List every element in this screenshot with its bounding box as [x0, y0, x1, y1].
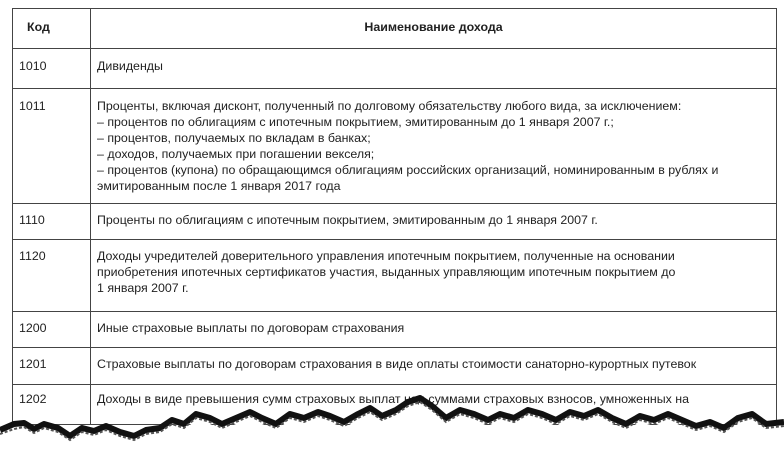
- code-column-header: Код: [13, 9, 91, 49]
- income-code-cell: 1010: [13, 49, 91, 89]
- income-name-column-header: Наименование дохода: [91, 9, 777, 49]
- table-row: [13, 348, 777, 385]
- torn-paper-edge: [0, 390, 784, 461]
- income-name-line: Доходы в виде превышения сумм страховых выплат над суммами страховых взносов, умноженных на: [97, 392, 690, 406]
- income-name-line: Проценты, включая дисконт, полученный по долговому обязательству любого вида, за исключением:: [97, 99, 682, 113]
- table-row: [13, 312, 777, 348]
- income-name-line: – процентов, получаемых по вкладам в банках;: [97, 131, 371, 145]
- income-codes-table: [12, 8, 777, 425]
- table-row: [13, 89, 777, 204]
- income-name-line: – процентов (купона) по обращающимся облигациям российских организаций, номинированным в рублях и: [97, 163, 719, 177]
- income-name-cell: [91, 204, 777, 240]
- income-name-line: эмитированным после 1 января 2017 года: [97, 179, 341, 193]
- income-name-line: 1 января 2007 г.: [97, 281, 189, 295]
- table-row: [13, 204, 777, 240]
- income-code-cell: 1200: [13, 312, 91, 348]
- income-code-cell: 1110: [13, 204, 91, 240]
- income-code-cell: 1011: [13, 89, 91, 204]
- income-name-line: приобретения ипотечных сертификатов участия, выданных управляющим ипотечным покрытием до: [97, 265, 676, 279]
- income-name-line: – доходов, получаемых при погашении векселя;: [97, 147, 375, 161]
- table-row: [13, 240, 777, 312]
- table-row: [13, 49, 777, 89]
- income-name-line: Страховые выплаты по договорам страхования в виде оплаты стоимости санаторно-курортных путевок: [97, 357, 697, 371]
- income-name-line: Проценты по облигациям с ипотечным покрытием, эмитированным до 1 января 2007 г.: [97, 213, 598, 227]
- income-name-cell: [91, 348, 777, 385]
- income-name-cell: [91, 240, 777, 312]
- income-code-cell: 1202: [13, 385, 91, 425]
- income-name-line: Дивиденды: [97, 59, 163, 73]
- income-name-cell: [91, 89, 777, 204]
- income-name-line: – процентов по облигациям с ипотечным покрытием, эмитированным до 1 января 2007 г.;: [97, 115, 614, 129]
- income-code-cell: 1120: [13, 240, 91, 312]
- income-code-cell: 1201: [13, 348, 91, 385]
- income-name-line: Доходы учредителей доверительного управления ипотечным покрытием, полученные на основании: [97, 249, 675, 263]
- income-name-cell: [91, 49, 777, 89]
- income-name-line: Иные страховые выплаты по договорам страхования: [97, 321, 405, 335]
- table-header-row: [13, 9, 777, 49]
- income-name-cell: [91, 312, 777, 348]
